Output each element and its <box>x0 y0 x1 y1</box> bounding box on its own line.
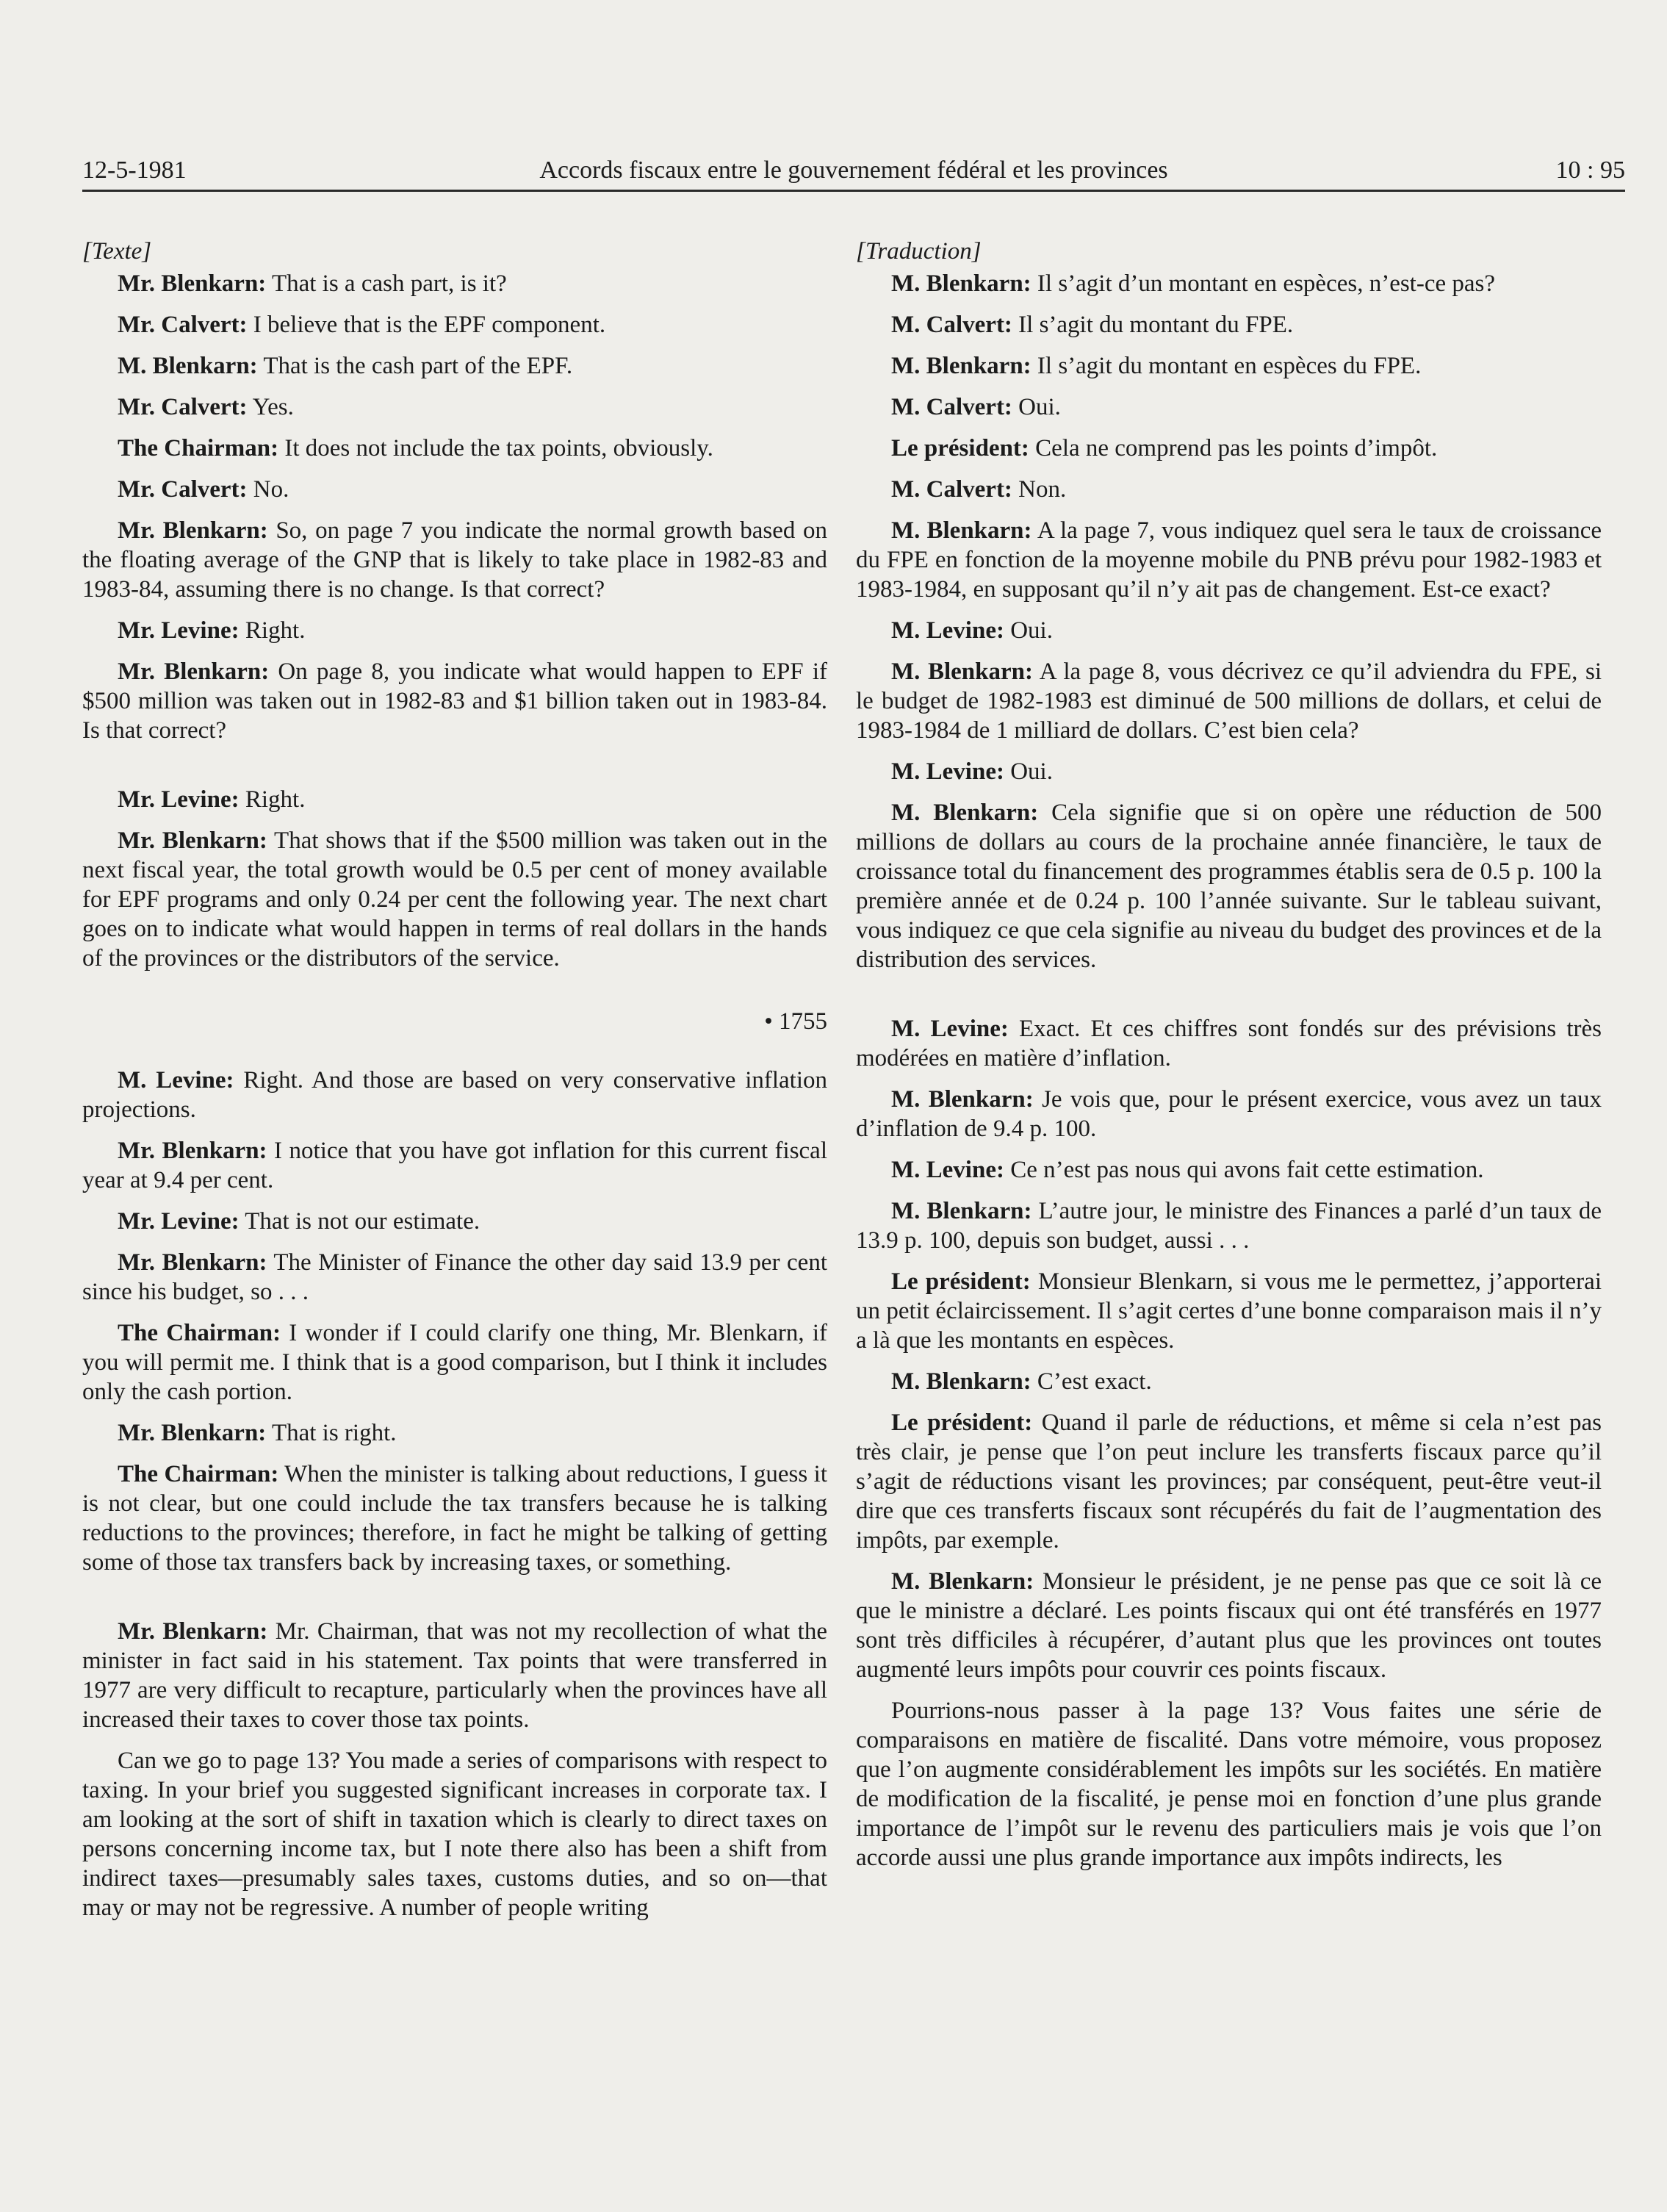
transcript-paragraph <box>856 657 1602 745</box>
speech-text: Monsieur le président, je ne pense pas que ce soit là ce que le ministre a déclaré. Les points fiscaux qui ont été transférés en 1977 sont très difficiles à récupérer, d’autant plus que les provinces ont toutes augmenté leurs impôts pour couvrir ces points fiscaux. <box>856 1568 1602 1683</box>
speech-text: Oui. <box>1012 394 1061 420</box>
speaker-name: M. Blenkarn: <box>891 658 1034 685</box>
speaker-name: Mr. Calvert: <box>118 394 248 420</box>
speaker-name: M. Blenkarn: <box>891 800 1039 826</box>
speaker-name: The Chairman: <box>118 435 279 462</box>
speech-text: Quand il parle de réductions, et même si cela n’est pas très clair, je pense que l’on peut inclure les transferts fiscaux parce qu’il s’agit de réductions visant les provinces; par conséquent, peut-être veut-il dire que ces transferts fiscaux sont récupérés du fait de l’augmentation des impôts, par exemple. <box>856 1410 1602 1554</box>
speech-text: I notice that you have got inflation for this current fiscal year at 9.4 per cent. <box>82 1138 827 1193</box>
transcript-paragraph <box>82 1207 827 1236</box>
speech-text: That is right. <box>266 1420 397 1446</box>
speaker-name: Mr. Blenkarn: <box>118 827 267 854</box>
speaker-name: Mr. Blenkarn: <box>118 1249 267 1276</box>
transcript-paragraph <box>856 1267 1602 1355</box>
speech-text: Ce n’est pas nous qui avons fait cette estimation. <box>1004 1157 1484 1183</box>
transcript-paragraph <box>82 310 827 340</box>
speaker-name: M. Blenkarn: <box>891 1198 1032 1224</box>
speaker-name: M. Blenkarn: <box>891 517 1032 544</box>
transcript-paragraph <box>82 1418 827 1448</box>
speaker-name: M. Levine: <box>891 758 1004 785</box>
header-date: 12-5-1981 <box>82 157 187 184</box>
speech-text: The Minister of Finance the other day said 13.9 per cent since his budget, so . . . <box>82 1249 827 1305</box>
transcript-paragraph <box>856 516 1602 604</box>
speaker-name: Mr. Blenkarn: <box>118 1618 268 1645</box>
speaker-name: Mr. Levine: <box>118 1208 240 1235</box>
speaker-name: M. Calvert: <box>891 476 1012 503</box>
speech-text: Exact. Et ces chiffres sont fondés sur des prévisions très modérées en matière d’inflation. <box>856 1016 1602 1071</box>
speech-text: Oui. <box>1004 617 1053 644</box>
transcript-paragraph <box>856 475 1602 504</box>
speaker-name: Mr. Blenkarn: <box>118 1420 267 1446</box>
speech-text: No. <box>247 476 289 503</box>
speaker-name: M. Blenkarn: <box>891 1568 1034 1595</box>
speaker-name: M. Levine: <box>891 617 1004 644</box>
transcript-paragraph <box>856 310 1602 340</box>
speaker-name: M. Blenkarn: <box>118 353 258 379</box>
english-column <box>82 237 827 1934</box>
traduction-marker: [Traduction] <box>856 238 982 265</box>
transcript-paragraph <box>856 1196 1602 1255</box>
speech-text: Oui. <box>1004 758 1053 785</box>
transcript-paragraph <box>856 1567 1602 1684</box>
speaker-name: M. Blenkarn: <box>891 1086 1034 1113</box>
transcript-paragraph <box>856 1085 1602 1143</box>
header-page-number: 10 : 95 <box>1555 157 1625 184</box>
speaker-name: M. Levine: <box>118 1067 234 1094</box>
speech-text: Je vois que, pour le présent exercice, vous avez un taux d’inflation de 9.4 p. 100. <box>856 1086 1602 1142</box>
speech-text: L’autre jour, le ministre des Finances a parlé d’un taux de 13.9 p. 100, depuis son budget, aussi . . . <box>856 1198 1602 1254</box>
transcript-paragraph <box>82 785 827 814</box>
header-rule <box>82 190 1625 192</box>
speech-text: Il s’agit du montant du FPE. <box>1012 312 1294 338</box>
transcript-paragraph <box>856 1155 1602 1185</box>
transcript-paragraph <box>82 1617 827 1734</box>
transcript-paragraph <box>856 1367 1602 1396</box>
transcript-paragraph <box>856 798 1602 974</box>
speaker-name: Mr. Blenkarn: <box>118 658 270 685</box>
transcript-paragraph <box>82 516 827 604</box>
french-paragraphs-part1 <box>856 269 1602 974</box>
transcript-paragraph <box>856 351 1602 381</box>
speaker-name: Mr. Blenkarn: <box>118 517 268 544</box>
speech-text: That is a cash part, is it? <box>266 270 507 297</box>
speaker-name: Mr. Levine: <box>118 786 240 813</box>
speech-text: Right. And those are based on very conservative inflation projections. <box>82 1067 828 1123</box>
transcript-paragraph <box>82 1459 827 1577</box>
speech-text: Monsieur Blenkarn, si vous me le permettez, j’apporterai un petit éclaircissement. Il s’agit certes d’une bonne comparaison mais il n’y a là que les montants en espèces. <box>856 1268 1602 1354</box>
transcript-paragraph <box>82 269 827 298</box>
speech-text: That shows that if the $500 million was taken out in the next fiscal year, the total growth would be 0.5 per cent of money available for EPF programs and only 0.24 per cent the following year. The next chart goes on to indicate what would happen in terms of real dollars in the hands of the provinces or the distributors of the service. <box>82 827 827 972</box>
speech-text: Can we go to page 13? You made a series of comparisons with respect to taxing. In your brief you suggested significant increases in corporate tax. I am looking at the sort of shift in taxation which is clearly to direct taxes on persons concerning income tax, but I note there also has been a shift from indirect taxes—presumably sales taxes, customs duties, and so on—that may or may not be regressive. A number of people writing <box>82 1748 827 1921</box>
speech-text: So, on page 7 you indicate the normal growth based on the floating average of the GNP that is likely to take place in 1982-83 and 1983-84, assuming there is no change. Is that correct? <box>82 517 827 603</box>
speaker-name: M. Blenkarn: <box>891 270 1031 297</box>
transcript-paragraph <box>82 1248 827 1307</box>
transcript-paragraph <box>856 269 1602 298</box>
transcript-paragraph <box>82 826 827 973</box>
speaker-name: The Chairman: <box>118 1320 281 1346</box>
speech-text: Right. <box>239 786 306 813</box>
speech-text: It does not include the tax points, obviously. <box>278 435 713 462</box>
texte-marker: [Texte] <box>82 238 152 265</box>
speech-text: Yes. <box>247 394 294 420</box>
speech-text: Cela ne comprend pas les points d’impôt. <box>1029 435 1438 462</box>
speaker-name: Le président: <box>891 1410 1033 1436</box>
transcript-paragraph <box>856 616 1602 645</box>
transcript-paragraph <box>82 1318 827 1407</box>
speaker-name: Le président: <box>891 435 1029 462</box>
speaker-name: M. Levine: <box>891 1016 1009 1042</box>
transcript-paragraph <box>856 1014 1602 1073</box>
speaker-name: M. Levine: <box>891 1157 1004 1183</box>
speaker-name: Mr. Blenkarn: <box>118 1138 267 1164</box>
english-paragraphs-part1 <box>82 269 827 973</box>
transcript-paragraph <box>856 1408 1602 1555</box>
speech-text: Mr. Chairman, that was not my recollection of what the minister in fact said in his statement. Tax points that were transferred in 1977 are very difficult to recapture, particularly when the provinces have all increased their taxes to cover those tax points. <box>82 1618 827 1733</box>
speaker-name: Le président: <box>891 1268 1031 1295</box>
speaker-name: M. Blenkarn: <box>891 1368 1031 1395</box>
speech-text: I believe that is the EPF component. <box>247 312 606 338</box>
speaker-name: Mr. Calvert: <box>118 312 248 338</box>
speech-text: When the minister is talking about reductions, I guess it is not clear, but one could include the tax transfers because he is talking reductions to the provinces; therefore, in fact he might be talking of getting some of those tax transfers back by increasing taxes, or something. <box>82 1461 827 1576</box>
transcript-paragraph <box>82 1136 827 1195</box>
speaker-name: M. Calvert: <box>891 394 1012 420</box>
speech-text: On page 8, you indicate what would happen to EPF if $500 million was taken out in 1982-83 and $1 billion taken out in 1983-84. Is that correct? <box>82 658 827 744</box>
transcript-paragraph <box>82 475 827 504</box>
speaker-name: M. Calvert: <box>891 312 1012 338</box>
speech-text: That is not our estimate. <box>239 1208 480 1235</box>
transcript-paragraph <box>82 1066 827 1124</box>
running-header <box>82 157 1625 193</box>
speech-text: A la page 8, vous décrivez ce qu’il adviendra du FPE, si le budget de 1982-1983 est diminué de 500 millions de dollars, et celui de 1983-1984 de 1 milliard de dollars. C’est bien cela? <box>856 658 1602 744</box>
speaker-name: M. Blenkarn: <box>891 353 1031 379</box>
speech-text: Il s’agit du montant en espèces du FPE. <box>1031 353 1422 379</box>
timestamp: • 1755 <box>764 1008 827 1035</box>
speaker-name: The Chairman: <box>118 1461 279 1487</box>
transcript-paragraph <box>856 392 1602 422</box>
speech-text: A la page 7, vous indiquez quel sera le taux de croissance du FPE en fonction de la moyenne mobile du PNB prévu pour 1982-1983 et 1983-1984, en supposant qu’il n’y ait pas de changement. Est-ce exact? <box>856 517 1602 603</box>
english-paragraphs-part2 <box>82 1066 827 1922</box>
transcript-paragraph <box>82 434 827 463</box>
transcript-paragraph <box>82 616 827 645</box>
header-title: Accords fiscaux entre le gouvernement fédéral et les provinces <box>539 157 1168 184</box>
french-paragraphs-part2 <box>856 1014 1602 1872</box>
speech-text: That is the cash part of the EPF. <box>257 353 573 379</box>
transcript-paragraph <box>82 657 827 745</box>
speaker-name: Mr. Calvert: <box>118 476 248 503</box>
transcript-paragraph <box>856 1696 1602 1872</box>
speech-text: Non. <box>1012 476 1067 503</box>
transcript-paragraph <box>856 757 1602 786</box>
speaker-name: Mr. Blenkarn: <box>118 270 267 297</box>
transcript-paragraph <box>82 1746 827 1922</box>
speech-text: Il s’agit d’un montant en espèces, n’est-ce pas? <box>1031 270 1496 297</box>
transcript-paragraph <box>82 392 827 422</box>
speech-text: Right. <box>239 617 306 644</box>
speech-text: Pourrions-nous passer à la page 13? Vous faites une série de comparaisons en matière de fiscalité. Dans votre mémoire, vous proposez que l’on augmente considérablement les impôts sur les sociétés. En matière de modification de la fiscalité, je pense moi en fonction d’une plus grande importance de l’impôt sur le revenu des particuliers mais je vois que l’on accorde aussi une plus grande importance aux impôts indirects, les <box>856 1698 1602 1871</box>
speech-text: C’est exact. <box>1031 1368 1152 1395</box>
speaker-name: Mr. Levine: <box>118 617 240 644</box>
speech-text: Cela signifie que si on opère une réduction de 500 millions de dollars au cours de la prochaine année financière, le taux de croissance total du financement des programmes établis sera de 0.5 p. 100 la première année et de 0.24 p. 100 l’année suivante. Sur le tableau suivant, vous indiquez ce que cela signifie au niveau du budget des provinces et de la distribution des services. <box>856 800 1602 973</box>
transcript-paragraph <box>856 434 1602 463</box>
transcript-paragraph <box>82 351 827 381</box>
speech-text: I wonder if I could clarify one thing, Mr. Blenkarn, if you will permit me. I think that is a good comparison, but I think it includes only the cash portion. <box>82 1320 827 1405</box>
french-column <box>856 237 1602 1884</box>
